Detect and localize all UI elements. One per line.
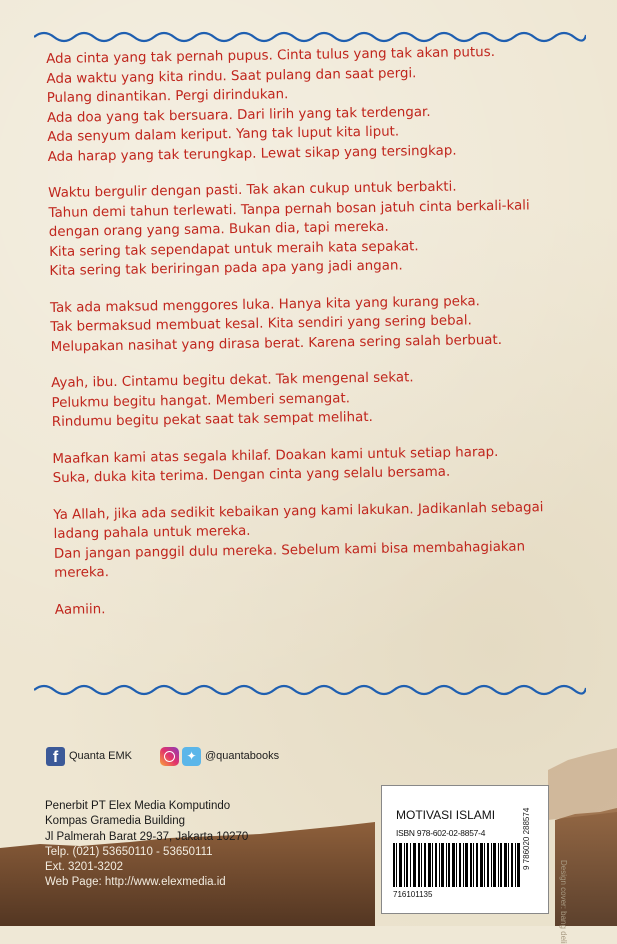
social-media-bar <box>46 746 279 766</box>
social-handle: @quantabooks <box>204 750 280 762</box>
barcode-bars <box>393 843 535 887</box>
publisher-line: Web Page: http://www.elexmedia.id <box>45 876 226 889</box>
publisher-line: Telp. (021) 53650110 - 53650111 <box>45 845 213 858</box>
poem-line: Suka, duka kita terima. Dengan cinta yang selalu bersama. <box>52 464 451 486</box>
stanza-1 <box>46 42 578 167</box>
instagram-icon[interactable] <box>160 747 179 766</box>
poem-line: mereka. <box>54 565 110 581</box>
bottom-wave-ornament <box>34 680 586 700</box>
poem-line: Tahun demi tahun terlewati. Tanpa pernah bosan jatuh cinta berkali-kali <box>48 197 530 221</box>
poem-line: Ada cinta yang tak pernah pupus. Cinta tulus yang tak akan putus. <box>46 44 496 67</box>
poem-line: Waktu bergulir dengan pasti. Tak akan cukup untuk berbakti. <box>48 179 457 201</box>
poem-line: Rindumu begitu pekat saat tak sempat melihat. <box>51 409 373 430</box>
poem-line: Ada harap yang tak terungkap. Lewat sikap yang tersingkap. <box>47 143 457 165</box>
poem-line: Pelukmu begitu hangat. Memberi semangat. <box>51 390 351 411</box>
category-label: MOTIVASI ISLAMI <box>396 808 496 822</box>
poem-line: Melupakan nasihat yang dirasa berat. Karena sering salah berbuat. <box>50 332 503 355</box>
publisher-line: Kompas Gramedia Building <box>45 815 185 828</box>
barcode-label <box>381 785 549 914</box>
publisher-info <box>45 799 248 891</box>
poem-line: Tak bermaksud membuat kesal. Kita sendiri yang sering bebal. <box>50 313 472 335</box>
twitter-icon[interactable]: ✦ <box>182 747 201 766</box>
poem-line: Tak ada maksud menggores luka. Hanya kita yang kurang peka. <box>49 293 480 316</box>
stanza-4 <box>51 366 582 433</box>
publisher-line: Ext. 3201-3202 <box>45 861 124 874</box>
stanza-6 <box>53 497 584 583</box>
publisher-line: Jl Palmerah Barat 29-37, Jakarta 10270 <box>45 830 249 843</box>
poem-line: Aamiin. <box>54 601 106 618</box>
stanza-closing <box>55 592 585 620</box>
publisher-line: Penerbit PT Elex Media Komputindo <box>45 800 231 812</box>
poem-line: Ayah, ibu. Cintamu begitu dekat. Tak mengenal sekat. <box>51 370 414 391</box>
stanza-2 <box>48 176 579 282</box>
facebook-icon[interactable]: f <box>46 747 65 766</box>
poem-line: Ada waktu yang kita rindu. Saat pulang dan saat pergi. <box>46 65 417 87</box>
isbn-label: ISBN 978-602-02-8857-4 <box>396 828 486 838</box>
poem-line: Maafkan kami atas segala khilaf. Doakan kami untuk setiap harap. <box>52 444 499 467</box>
poem-line: Ada doa yang tak bersuara. Dari lirih yang tak terdengar. <box>46 104 431 126</box>
barcode-side-number: 9 786020 288574 <box>522 807 531 870</box>
poem-text <box>46 42 585 637</box>
facebook-label: Quanta EMK <box>69 750 132 762</box>
cover-design-credit: Design cover: bang deli <box>559 860 568 944</box>
stanza-5 <box>52 441 583 488</box>
poem-line: Kita sering tak beriringan pada apa yang jadi angan. <box>49 258 403 279</box>
poem-line: Ada senyum dalam keriput. Yang tak luput kita liput. <box>47 124 400 145</box>
poem-line: dengan orang yang sama. Bukan dia, tapi mereka. <box>48 219 389 240</box>
barcode-number: 716101135 <box>393 890 433 899</box>
poem-line: ladang pahala untuk mereka. <box>53 523 251 542</box>
poem-line: Pulang dinantikan. Pergi dirindukan. <box>46 87 289 106</box>
poem-line: Kita sering tak sependapat untuk meraih kata sepakat. <box>49 238 419 260</box>
poem-line: Dan jangan panggil dulu mereka. Sebelum kami bisa membahagiakan <box>53 539 526 562</box>
poem-line: Ya Allah, jika ada sedikit kebaikan yang kami lakukan. Jadikanlah sebagai <box>53 499 544 523</box>
stanza-3 <box>50 290 581 357</box>
